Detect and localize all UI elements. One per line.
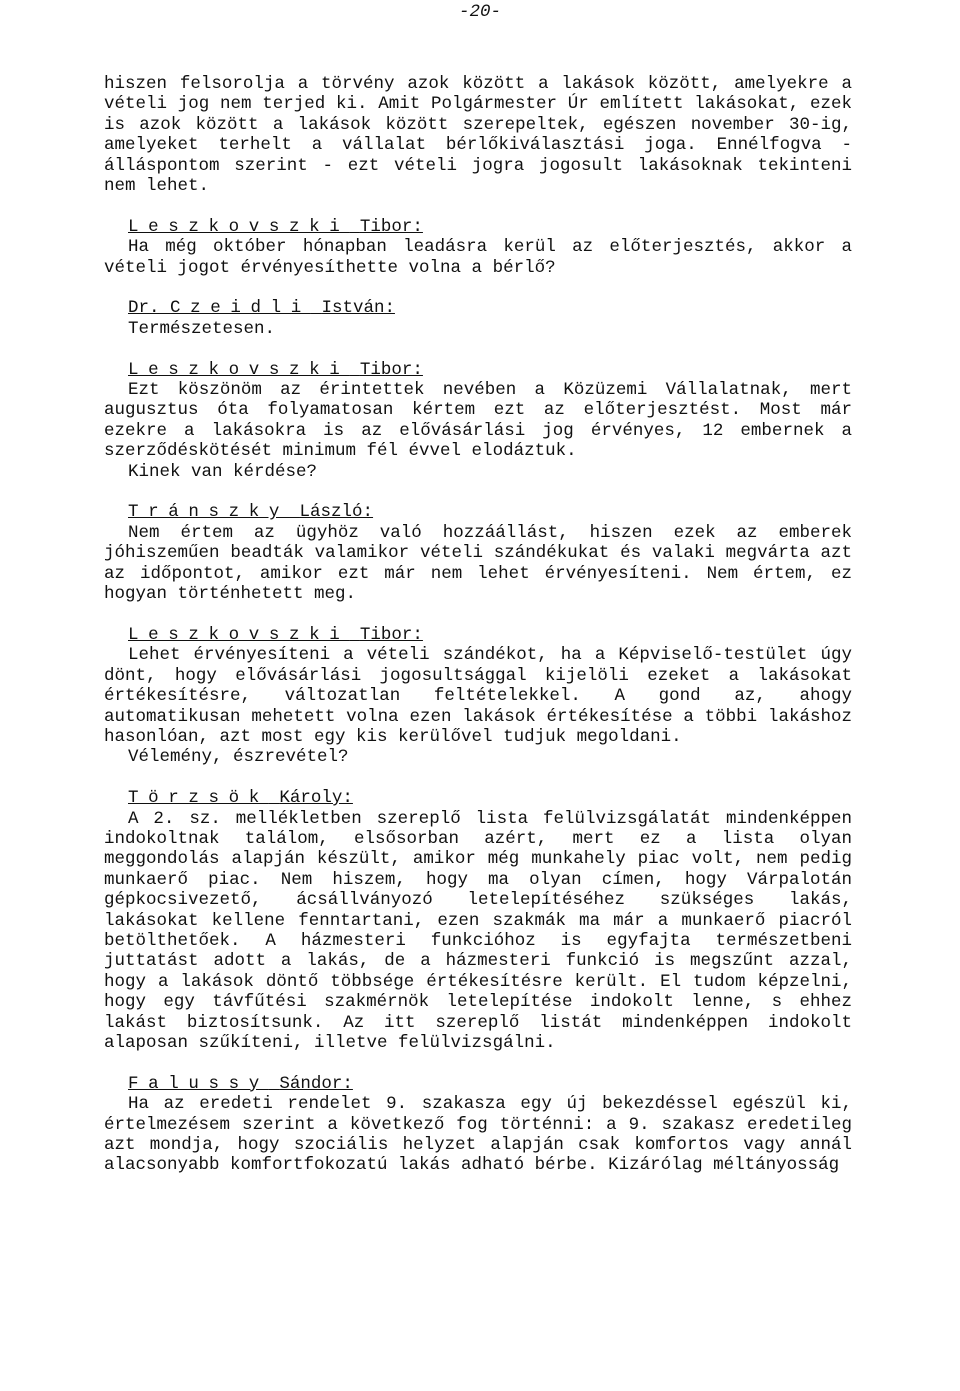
speaker-given-name: Tibor:: [359, 624, 423, 645]
speaker-name: [104, 788, 852, 808]
speech-block: [104, 788, 852, 1053]
speech-block: [104, 298, 852, 339]
paragraph: Ha még október hónapban leadásra kerül az előterjesztés, akkor a vételi jogot érvényesíthette volna a bérlő?: [104, 237, 852, 278]
speaker-surname: Törzsök: [128, 788, 269, 809]
paragraph: Ha az eredeti rendelet 9. szakasza egy új bekezdéssel egészül ki, értelmezésem szerint a következő fog történni: a 9. szakasz eredetileg azt mondja, hogy szociális helyzet alapján csak komfortos vagy annál alacsonyabb komfortfokozatú lakás adható bérbe. Kizárólag méltányosság: [104, 1094, 852, 1176]
paragraph: Ezt köszönöm az érintettek nevében a Közüzemi Vállalatnak, mert augusztus óta folyamatosan kértem ezt az előterjesztést. Most már ezekre a lakásokra is az elővásárlási jog érvényes, 12 embernek a szerződéskötését minimum fél évvel elodáztuk.: [104, 380, 852, 462]
speaker-given-name: Károly:: [279, 788, 353, 809]
paragraph: hiszen felsorolja a törvény azok között a lakások között, amelyekre a vételi jog nem terjed ki. Amit Polgármester Úr említett lakásokat, ezek is azok között a lakások között szerepeltek, egészen november 30-ig, amelyeket terhelt a vállalat bérlőkiválasztási joga. Ennélfogva - álláspontom szerint - ezt vételi jogra jogosult lakásoknak tekinteni nem lehet.: [104, 74, 852, 197]
speaker-name: [104, 360, 852, 380]
speech-block: [104, 625, 852, 768]
paragraph: Kinek van kérdése?: [128, 461, 318, 482]
speech-block: [104, 74, 852, 196]
speaker-name: [104, 1074, 852, 1094]
speaker-given-name: Tibor:: [359, 216, 423, 237]
paragraph: Természetesen.: [128, 318, 276, 339]
speech-block: [104, 360, 852, 482]
speaker-surname: Czeidli: [170, 298, 311, 319]
paragraph: A 2. sz. mellékletben szereplő lista felülvizsgálatát mindenképpen indokoltnak találom, elsősorban azért, mert ez a lista olyan meggondolás alapján készült, amikor még munkahely piac volt, nem pedig munkaerő piac. Nem hiszem, hogy ma olyan címen, hogy Várpalotán gépkocsivezető, ácsállványozó letelepítéséhez szükséges lakás, lakásokat kellene fenntartani, ezen szakmák ma már a munkaerő piacról betölthetőek. A házmesteri funkcióhoz is egyfajta természetbeni juttatást adott a lakás, de a házmesteri funkció is megszűnt azzal, hogy a lakások döntő többsége értékesítésre került. El tudom képzelni, hogy egy távfűtési szakmérnök letelepítése indokolt lenne, s ehhez lakást biztosítsunk. Az itt szereplő listát mindenképpen indokolt alaposan szűkíteni, illetve felülvizsgálni.: [104, 808, 852, 1053]
speaker-surname: Leszkovszki: [128, 359, 350, 380]
speaker-name: [104, 217, 852, 237]
speaker-surname: Tránszky: [128, 502, 290, 523]
speaker-given-name: István:: [321, 298, 395, 319]
speech-block: [104, 502, 852, 604]
page-number: -20-: [458, 2, 501, 22]
speaker-given-name: László:: [299, 502, 374, 523]
speaker-surname: Falussy: [128, 1073, 269, 1094]
speech-block: [104, 1074, 852, 1176]
document-body: [104, 74, 852, 1196]
speaker-surname: Leszkovszki: [128, 624, 350, 645]
speaker-name: [104, 625, 852, 645]
speaker-prefix: Dr.: [128, 298, 160, 319]
speaker-given-name: Sándor:: [279, 1073, 353, 1094]
paragraph: Vélemény, észrevétel?: [128, 747, 349, 768]
paragraph: Lehet érvényesíteni a vételi szándékot, ha a Képviselő-testület úgy dönt, hogy elővásárlási jogosultsággal kijelöli ezeket a lakásokat értékesítésre, változatlan feltételekkel. A gond az, ahogy automatikusan mehetett volna ezen lakások értékesítése a többi lakáshoz hasonlóan, azt most egy kis kerülővel tudjuk megoldani.: [104, 645, 852, 747]
speaker-given-name: Tibor:: [359, 359, 423, 380]
speaker-name: [104, 298, 852, 318]
paragraph: Nem értem az ügyhöz való hozzáállást, hiszen ezek az emberek jóhiszeműen beadták valamikor vételi szándékukat és valaki megvárta azt az időpontot, amikor ezt már nem lehet érvényesíteni. Nem értem, ez hogyan történhetett meg.: [104, 522, 852, 605]
speech-block: [104, 217, 852, 278]
speaker-name: [104, 502, 852, 522]
speaker-surname: Leszkovszki: [128, 216, 350, 237]
